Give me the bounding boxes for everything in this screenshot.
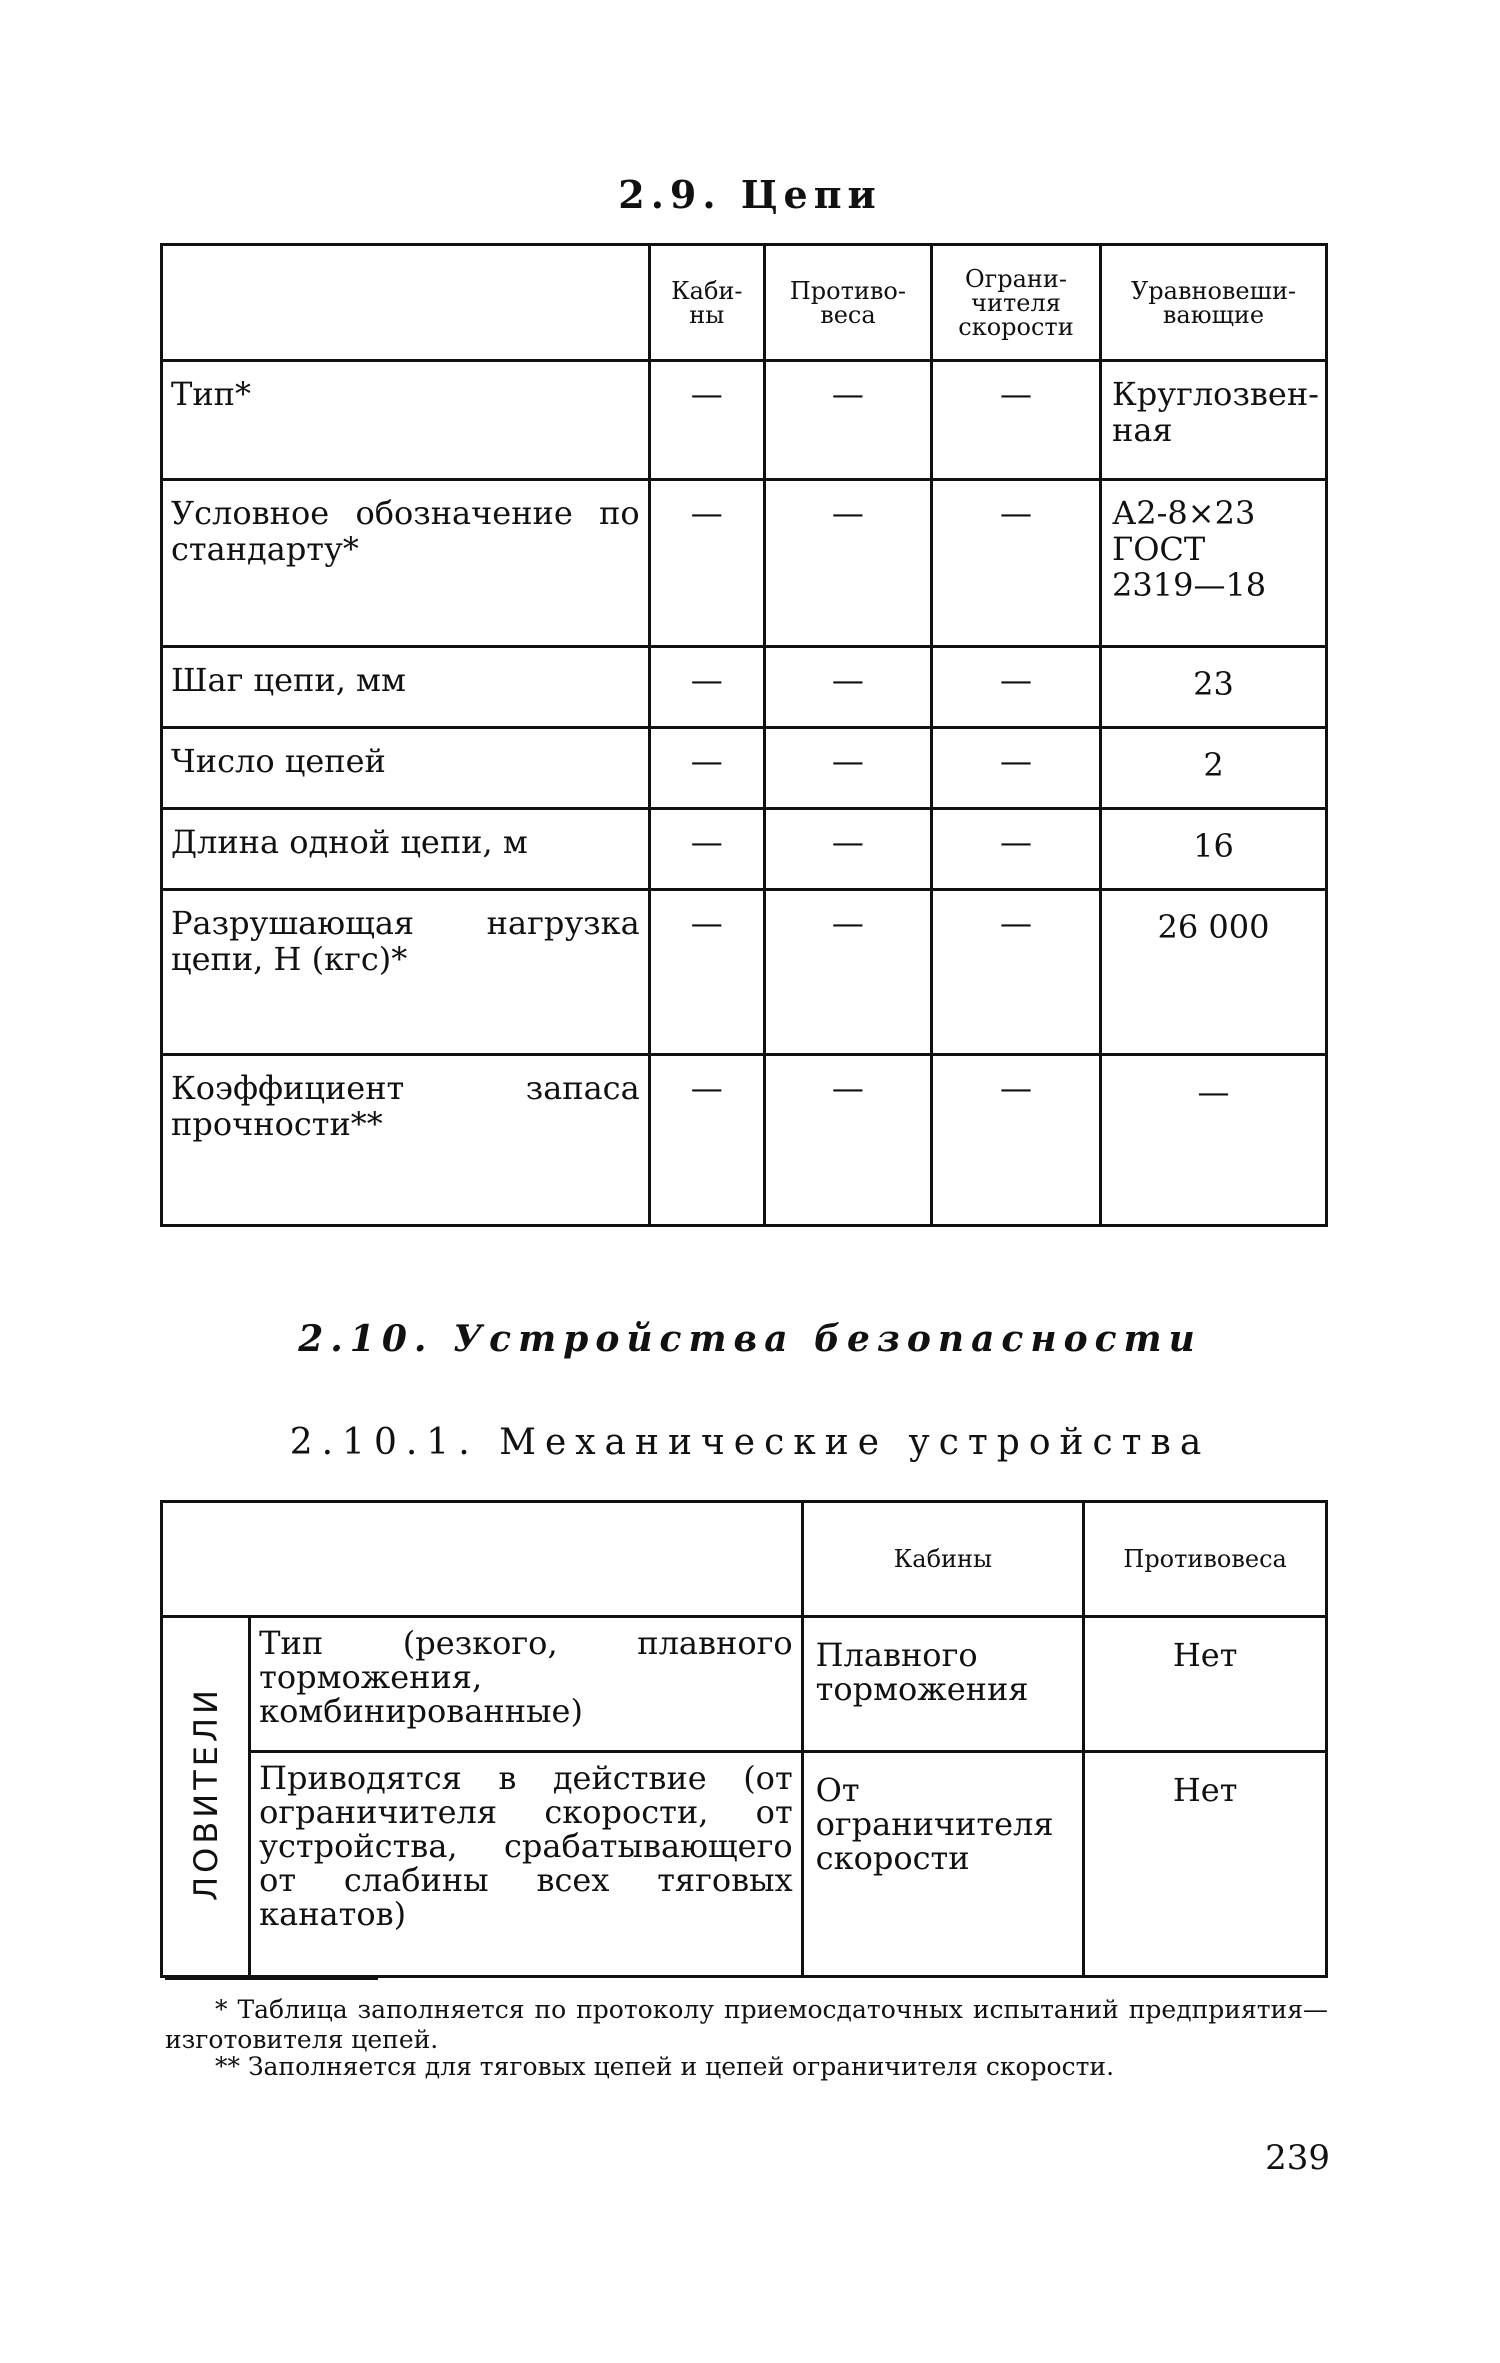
side-label-cell <box>162 1617 250 1977</box>
cell: — <box>764 361 931 480</box>
cell: Нет <box>1084 1617 1327 1752</box>
table-header-row <box>162 245 1327 361</box>
cell: От ограничителя скорости <box>802 1752 1084 1977</box>
table-row <box>162 647 1327 728</box>
cell: — <box>764 890 931 1055</box>
header-cell <box>162 245 650 361</box>
row-label: Приводятся в действие (от ограничителя скорости, от устройства, срабатывающего от слабины всех тяговых канатов) <box>250 1752 803 1977</box>
table-row <box>162 728 1327 809</box>
page-number: 239 <box>1265 2138 1330 2178</box>
row-label: Тип (резкого, плавного торможения, комбинированные) <box>250 1617 803 1752</box>
cell: — <box>931 647 1100 728</box>
cell: 2 <box>1101 728 1327 809</box>
table-row <box>162 1617 1327 1752</box>
table-row <box>162 809 1327 890</box>
header-cell: Противо- веса <box>764 245 931 361</box>
table-row <box>162 361 1327 480</box>
header-cell <box>162 1502 803 1617</box>
cell: — <box>931 809 1100 890</box>
cell: — <box>764 647 931 728</box>
section-heading-2-10: 2.10. Устройства безопасности <box>298 1318 1202 1360</box>
row-label: Условное обозначение по стандарту* <box>162 480 650 647</box>
row-label: Число цепей <box>162 728 650 809</box>
header-cell: Ограни- чителя скорости <box>931 245 1100 361</box>
table-row <box>162 1055 1327 1226</box>
row-label: Шаг цепи, мм <box>162 647 650 728</box>
row-label: Коэффициент запаса прочности** <box>162 1055 650 1226</box>
section-heading-2-10-1: 2.10.1. Механические устройства <box>289 1422 1211 1463</box>
table-row <box>162 1752 1327 1977</box>
footnote-1: * Таблица заполняется по протоколу приемосдаточных испытаний предприятия—изготовителя цепей. <box>165 1995 1328 2054</box>
cell: — <box>649 809 764 890</box>
cell: Плавного торможения <box>802 1617 1084 1752</box>
cell: — <box>649 361 764 480</box>
cell: Круглозвен- ная <box>1101 361 1327 480</box>
cell: — <box>649 728 764 809</box>
row-label: Тип* <box>162 361 650 480</box>
row-label: Разрушающая нагрузка цепи, Н (кгс)* <box>162 890 650 1055</box>
cell: — <box>931 480 1100 647</box>
side-label: ЛОВИТЕЛИ <box>186 1686 225 1901</box>
cell: — <box>649 890 764 1055</box>
section-heading-2-9: 2.9. Цепи <box>618 172 882 217</box>
header-cell: Противовеса <box>1084 1502 1327 1617</box>
cell: — <box>649 647 764 728</box>
cell: А2-8×23 ГОСТ 2319—18 <box>1101 480 1327 647</box>
cell: — <box>931 890 1100 1055</box>
cell: — <box>931 361 1100 480</box>
cell: 26 000 <box>1101 890 1327 1055</box>
cell: — <box>931 728 1100 809</box>
footnote-divider <box>165 1978 378 1980</box>
cell: — <box>649 480 764 647</box>
cell: — <box>931 1055 1100 1226</box>
safety-devices-table <box>160 1500 1328 1978</box>
cell: — <box>764 480 931 647</box>
header-cell: Уравновеши- вающие <box>1101 245 1327 361</box>
table-header-row <box>162 1502 1327 1617</box>
cell: — <box>764 1055 931 1226</box>
cell: — <box>764 728 931 809</box>
cell: — <box>764 809 931 890</box>
cell: 16 <box>1101 809 1327 890</box>
header-cell: Кабины <box>802 1502 1084 1617</box>
table-row <box>162 480 1327 647</box>
row-label: Длина одной цепи, м <box>162 809 650 890</box>
cell: 23 <box>1101 647 1327 728</box>
footnote-2: ** Заполняется для тяговых цепей и цепей ограничителя скорости. <box>215 2052 1115 2081</box>
table-row <box>162 890 1327 1055</box>
header-cell: Каби- ны <box>649 245 764 361</box>
cell: — <box>1101 1055 1327 1226</box>
chains-table <box>160 243 1328 1227</box>
cell: Нет <box>1084 1752 1327 1977</box>
cell: — <box>649 1055 764 1226</box>
